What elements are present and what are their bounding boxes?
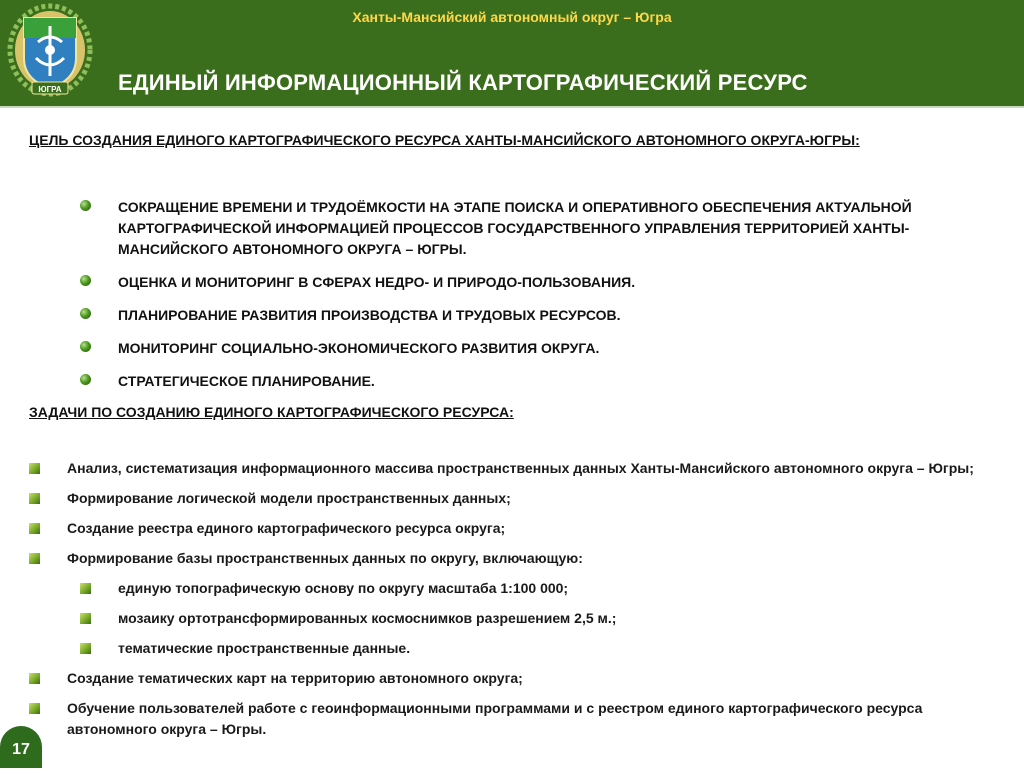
- task-subitem: [29, 608, 989, 629]
- green-square-bullet-icon: [29, 553, 40, 564]
- green-square-bullet-icon: [29, 463, 40, 474]
- task-subitem-text: мозаику ортотрансформированных космоснимков разрешением 2,5 м.;: [118, 610, 617, 626]
- task-item-text: Формирование логической модели пространственных данных;: [67, 490, 511, 506]
- task-item-text: Обучение пользователей работе с геоинформационными программами и с реестром единого картографического ресурса автономного округа – Югры.: [67, 700, 923, 737]
- task-subitem: [29, 578, 989, 599]
- tasks-heading: ЗАДАЧИ ПО СОЗДАНИЮ ЕДИНОГО КАРТОГРАФИЧЕСКОГО РЕСУРСА:: [29, 404, 514, 420]
- goal-item: [80, 197, 980, 260]
- green-square-bullet-icon: [29, 673, 40, 684]
- goal-item: [80, 371, 980, 392]
- task-item: [29, 488, 989, 509]
- goal-item-text: ПЛАНИРОВАНИЕ РАЗВИТИЯ ПРОИЗВОДСТВА И ТРУДОВЫХ РЕСУРСОВ.: [118, 307, 621, 323]
- goal-item-text: СТРАТЕГИЧЕСКОЕ ПЛАНИРОВАНИЕ.: [118, 373, 375, 389]
- green-dot-bullet-icon: [80, 374, 91, 385]
- green-square-bullet-icon: [80, 643, 91, 654]
- green-square-bullet-icon: [80, 613, 91, 624]
- region-name: Ханты-Мансийский автономный округ – Югра: [352, 9, 672, 25]
- task-item: [29, 698, 989, 740]
- task-subitem-text: единую топографическую основу по округу масштаба 1:100 000;: [118, 580, 569, 596]
- green-square-bullet-icon: [80, 583, 91, 594]
- slide-header: [0, 0, 1024, 108]
- task-list: [29, 458, 989, 749]
- task-item-text: Формирование базы пространственных данных по округу, включающую:: [67, 550, 583, 566]
- page-number: 17: [0, 726, 42, 768]
- goal-item: [80, 272, 980, 293]
- green-dot-bullet-icon: [80, 275, 91, 286]
- task-item: [29, 518, 989, 539]
- task-subitem: [29, 638, 989, 659]
- task-item-text: Анализ, систематизация информационного массива пространственных данных Ханты-Мансийского автономного округа – Югры;: [67, 460, 974, 476]
- task-item: [29, 548, 989, 569]
- task-item-text: Создание реестра единого картографического ресурса округа;: [67, 520, 506, 536]
- goal-item-text: СОКРАЩЕНИЕ ВРЕМЕНИ И ТРУДОЁМКОСТИ НА ЭТАПЕ ПОИСКА И ОПЕРАТИВНОГО ОБЕСПЕЧЕНИЯ АКТУАЛЬНОЙ КАРТОГРАФИЧЕСКОЙ ИНФОРМАЦИЕЙ ПРОЦЕССОВ ГОСУДАРСТВЕННОГО УПРАВЛЕНИЯ ТЕРРИТОРИЕЙ ХАНТЫ-МАНСИЙСКОГО АВТОНОМНОГО ОКРУГА – ЮГРЫ.: [118, 199, 912, 257]
- green-dot-bullet-icon: [80, 341, 91, 352]
- goal-item-text: МОНИТОРИНГ СОЦИАЛЬНО-ЭКОНОМИЧЕСКОГО РАЗВИТИЯ ОКРУГА.: [118, 340, 600, 356]
- goal-list: [80, 197, 980, 404]
- task-item: [29, 668, 989, 689]
- task-item: [29, 458, 989, 479]
- task-subitem-text: тематические пространственные данные.: [118, 640, 411, 656]
- green-dot-bullet-icon: [80, 308, 91, 319]
- green-square-bullet-icon: [29, 493, 40, 504]
- goal-item-text: ОЦЕНКА И МОНИТОРИНГ В СФЕРАХ НЕДРО- И ПРИРОДО-ПОЛЬЗОВАНИЯ.: [118, 274, 636, 290]
- goal-item: [80, 305, 980, 326]
- goal-item: [80, 338, 980, 359]
- emblem-text: ЮГРА: [38, 85, 62, 94]
- task-item-text: Создание тематических карт на территорию автономного округа;: [67, 670, 523, 686]
- goal-heading: ЦЕЛЬ СОЗДАНИЯ ЕДИНОГО КАРТОГРАФИЧЕСКОГО РЕСУРСА ХАНТЫ-МАНСИЙСКОГО АВТОНОМНОГО ОКРУГА-ЮГРЫ:: [29, 132, 860, 148]
- green-square-bullet-icon: [29, 703, 40, 714]
- slide-title: ЕДИНЫЙ ИНФОРМАЦИОННЫЙ КАРТОГРАФИЧЕСКИЙ РЕСУРС: [118, 70, 808, 95]
- green-dot-bullet-icon: [80, 200, 91, 211]
- green-square-bullet-icon: [29, 523, 40, 534]
